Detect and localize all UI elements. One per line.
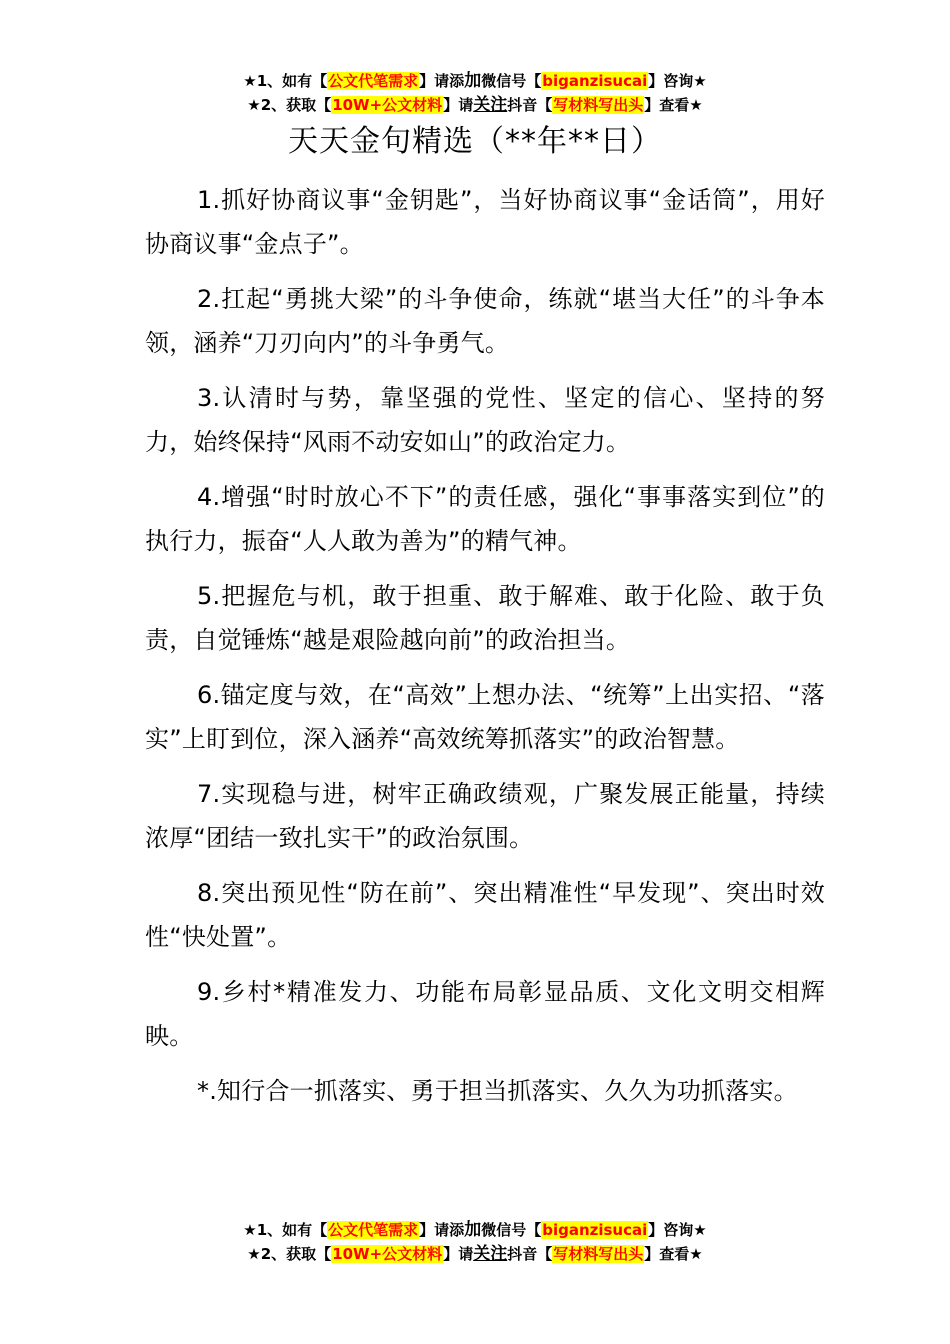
banner-text: ★1、如有【 (243, 1221, 328, 1239)
banner-line-1 (0, 1218, 950, 1242)
banner-text: 微信号【 (481, 1221, 542, 1239)
banner-text: 抖音【 (507, 96, 553, 114)
banner-line-2 (0, 1242, 950, 1266)
banner-text: 】查看★ (644, 1245, 703, 1263)
banner-emphasis: 关注 (473, 95, 508, 115)
banner-text: ★1、如有【 (243, 72, 328, 90)
quote-item-7: 7.实现稳与进，树牢正确政绩观，广聚发展正能量，持续浓厚“团结一致扎实干”的政治氛围。 (145, 780, 825, 852)
banner-text: 】咨询★ (648, 72, 707, 90)
highlight-wechat-id: biganzisucai (542, 1221, 648, 1239)
banner-text: 】请 (443, 1245, 474, 1263)
quote-item-1: 1.抓好协商议事“金钥匙”，当好协商议事“金话筒”，用好协商议事“金点子”。 (145, 186, 825, 258)
banner-emphasis: 关注 (473, 1244, 508, 1264)
highlight-materials: 10W+公文材料 (332, 96, 443, 114)
quote-item-3: 3.认清时与势，靠坚强的党性、坚定的信心、坚持的努力，始终保持“风雨不动安如山”的政治定力。 (145, 384, 825, 456)
quote-item-2: 2.扛起“勇挑大梁”的斗争使命，练就“堪当大任”的斗争本领，涵养“刀刃向内”的斗争勇气。 (145, 285, 825, 357)
highlight-service: 公文代笔需求 (328, 1221, 419, 1239)
highlight-douyin: 写材料写出头 (553, 1245, 644, 1263)
highlight-douyin: 写材料写出头 (553, 96, 644, 114)
quote-item-4: 4.增强“时时放心不下”的责任感，强化“事事落实到位”的执行力，振奋“人人敢为善为”的精气神。 (145, 483, 825, 555)
banner-text: 】请添 (419, 72, 465, 90)
bottom-banner (0, 1218, 950, 1266)
quote-item-9: 9.乡村*精准发力、功能布局彰显品质、文化文明交相辉映。 (145, 978, 825, 1050)
banner-text: ★2、获取【 (247, 96, 332, 114)
banner-emphasis: 加 (464, 71, 482, 91)
banner-line-2 (0, 93, 950, 117)
highlight-service: 公文代笔需求 (328, 72, 419, 90)
quote-item-5: 5.把握危与机，敢于担重、敢于解难、敢于化险、敢于负责，自觉锤炼“越是艰险越向前”的政治担当。 (145, 582, 825, 654)
banner-text: 】请 (443, 96, 474, 114)
banner-text: ★2、获取【 (247, 1245, 332, 1263)
banner-text: 】请添 (419, 1221, 465, 1239)
banner-text: 】查看★ (644, 96, 703, 114)
top-banner (0, 69, 950, 117)
quote-item-6: 6.锚定度与效，在“高效”上想办法、“统筹”上出实招、“落实”上盯到位，深入涵养“高效统筹抓落实”的政治智慧。 (145, 681, 825, 753)
banner-emphasis: 加 (464, 1220, 482, 1240)
highlight-materials: 10W+公文材料 (332, 1245, 443, 1263)
page-title: 天天金句精选（**年**日） (288, 124, 662, 159)
banner-line-1 (0, 69, 950, 93)
quote-item-10: *.知行合一抓落实、勇于担当抓落实、久久为功抓落实。 (197, 1077, 798, 1105)
quote-list (145, 178, 825, 1124)
highlight-wechat-id: biganzisucai (542, 72, 648, 90)
quote-item-8: 8.突出预见性“防在前”、突出精准性“早发现”、突出时效性“快处置”。 (145, 879, 825, 951)
banner-text: 】咨询★ (648, 1221, 707, 1239)
banner-text: 微信号【 (481, 72, 542, 90)
banner-text: 抖音【 (507, 1245, 553, 1263)
